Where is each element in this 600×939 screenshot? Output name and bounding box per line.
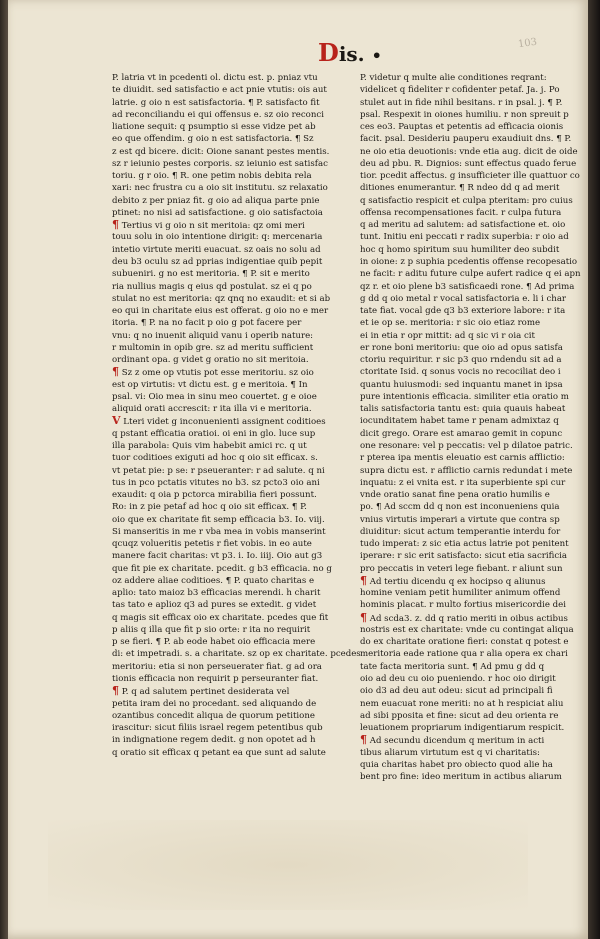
text-line: oio que ex charitate fit semp efficacia b3. Io. viij. <box>112 514 325 525</box>
text-line: meritoria eade ratione qua r alia opera ex chari <box>360 649 568 660</box>
running-head <box>318 38 382 67</box>
text-line: latrie. g oio n est satisfactoria. ¶ P. satisfacto fit <box>112 97 320 108</box>
text-line: eo que offendim. g oio n est satisfactoria. ¶ Sz <box>112 134 314 145</box>
text-line: hominis placat. r multo fortius misericordie dei <box>360 600 566 611</box>
text-line: q ad meritu ad salutem: ad satisfactione et. oio <box>360 220 566 231</box>
text-line: z est qd bicere. dicit: Oione sanant pestes mentis. <box>112 146 330 157</box>
text-line: irascitur: sicut filiis israel regem petentibus qub <box>112 723 323 734</box>
text-line: ditiones enumerantur. ¶ R ndeo dd q ad merit <box>360 183 560 194</box>
text-line: nostris est ex charitate: vnde cu contingat aliqua <box>360 624 574 635</box>
text-line: liatione sequit: q psumptio si esse vidze pet ab <box>112 122 316 133</box>
text-line: oz addere aliae coditioes. ¶ P. quato charitas e <box>112 575 315 586</box>
paper-stain <box>48 820 528 910</box>
text-line: p se fieri. ¶ P. ab eode habet oio efficacia mere <box>112 637 316 648</box>
text-line: aliquid orati accrescit: r ita illa vi e meritoria. <box>112 404 312 415</box>
text-line: in indignatione regem dedit. g non opotet ad h <box>112 735 316 746</box>
text-line: tuor coditioes exiguti ad hoc q oio sit efficax. s. <box>112 453 318 464</box>
text-line: eo qui in charitate eius est offerat. g oio no e mer <box>112 306 329 317</box>
text-line <box>360 575 590 587</box>
text-line: po. ¶ Ad sccm dd q non est inconueniens quia <box>360 502 560 513</box>
text-line: tudo imperat: z sic etia actus latrie pot penitent <box>360 539 569 550</box>
rubric-paragraph-mark: ¶ <box>360 610 367 624</box>
text-line: tior. pcedit affectus. g insufficieter ille quattuor co <box>360 171 580 182</box>
text-line: ei in etia r opr mittit: ad q sic vi r oia cit <box>360 330 535 341</box>
text-line: vnius virtutis imperari a virtute que contra sp <box>360 514 560 525</box>
text-line: quia charitas habet pro obiecto quod alie ha <box>360 759 553 770</box>
text-line: ad reconciliandu ei qui offensus e. sz oio reconci <box>112 109 324 120</box>
text-line: est op virtutis: vt dictu est. g e meritoia. ¶ In <box>112 379 308 390</box>
text-line: intetio virtute meriti euacuat. sz oais no solu ad <box>112 244 321 255</box>
text-line: di: et impetradi. s. a charitate. sz op ex charitate. pcedes <box>112 649 361 660</box>
text-line: ctoriu requiritur. r sic p3 quo rndendu sit ad a <box>360 355 562 366</box>
text-line: videlicet q fideliter r cofidenter petaf. Ja. j. Po <box>360 85 560 96</box>
text-line: er rone boni meritoriu: que oio ad opus satisfa <box>360 342 563 353</box>
text-line <box>112 366 342 378</box>
text-line: talis satisfactoria tantu est: quia quauis habeat <box>360 404 566 415</box>
text-line: iocunditatem habet tame r penam admixtaz q <box>360 416 559 427</box>
text-line: dicit grego. Orare est amarao gemit in copunc <box>360 428 563 439</box>
text-line: et ie op se. meritoria: r sic oio etiaz rome <box>360 318 541 329</box>
text-line-body: Sz z ome op vtutis pot esse meritoriu. sz oio <box>119 368 314 379</box>
text-line <box>360 612 590 624</box>
text-line: q magis sit efficax oio ex charitate. pcedes que fit <box>112 612 329 623</box>
text-line: ne oio etia deuotionis: vnde etia aug. dicit de oide <box>360 146 578 157</box>
text-line: xari: nec frustra cu a oio sit institutu. sz relaxatio <box>112 183 328 194</box>
right-text-column <box>360 72 590 783</box>
text-line <box>112 685 342 697</box>
rubric-paragraph-mark: ¶ <box>112 218 119 232</box>
text-line: diuiditur: sicut actum temperantie interdu for <box>360 526 561 537</box>
rubric-paragraph-mark: ¶ <box>360 733 367 747</box>
text-line: bent pro fine: ideo meritum in actibus aliarum <box>360 772 562 783</box>
text-line: g dd q oio metal r vocal satisfactoria e. li i char <box>360 293 567 304</box>
text-line-body: P. q ad salutem pertinet desiderata vel <box>119 687 290 698</box>
text-line: tas tato e aplioz q3 ad pures se extedit. g videt <box>112 600 317 611</box>
text-line: que fit pie ex charitate. pcedit. g b3 efficacia. no g <box>112 563 332 574</box>
text-line: iperare: r sic erit satisfacto: sicut etia sacrificia <box>360 551 568 562</box>
text-line: ordinant opa. g videt g oratio no sit meritoia. <box>112 355 309 366</box>
rubric-paragraph-mark: ¶ <box>112 684 119 698</box>
text-line: offensa recompensationes facit. r culpa futura <box>360 207 562 218</box>
text-line: q satisfactio respicit et culpa pteritam: pro cuius <box>360 195 573 206</box>
text-line: te diuidit. sed satisfactio e act pnie vtutis: ois aut <box>112 85 327 96</box>
text-line: subueniri. g no est meritoria. ¶ P. sit e merito <box>112 269 310 280</box>
text-line: vnu: q no inuenit aliquid vanu i operib nature: <box>112 330 314 341</box>
text-line-body: Ad tertiu dicendu q ex hocipso q aliunus <box>367 576 546 587</box>
text-line-body: Tertius vi g oio n sit meritoia: qz omi meri <box>119 221 305 232</box>
text-line: meritoriu: etia si non perseuerater fiat. g ad ora <box>112 661 322 672</box>
text-line: pure intentionis efficacia. similiter etia oratio m <box>360 391 569 402</box>
text-line: vnde oratio sanat fine pena oratio humilis e <box>360 490 550 501</box>
rubric-paragraph-mark: V <box>112 414 121 428</box>
text-line: deu ad pbu. R. Dignios: sunt effectus quado ferue <box>360 158 577 169</box>
text-line: ptinet: no nisi ad satisfactione. g oio satisfactoia <box>112 207 323 218</box>
text-line: P. latria vt in pcedenti ol. dictu est. p. pniaz vtu <box>112 73 318 83</box>
text-line: q pstant efficatia oratioi. oi eni in glo. luce sup <box>112 428 316 439</box>
text-line-body: Lteri videt g inconuenienti assignent coditioes <box>120 417 326 428</box>
text-line: quantu huiusmodi: sed inquantu manet in ipsa <box>360 379 563 390</box>
text-line: illa parabola: Quis vim habebit amici rc. q ut <box>112 440 307 451</box>
text-line: tunt. Initiu eni peccati r radix superbia: r oio ad <box>360 232 569 243</box>
text-line: inquatu: z ei vnita est. r ita superbiente spi cur <box>360 477 566 488</box>
text-line: r multomin in opib gre. sz ad meritu sufficient <box>112 342 314 353</box>
text-line: qcuqz volueritis petetis r fiet vobis. in eo aute <box>112 539 312 550</box>
text-line: Si manseritis in me r vba mea in vobis manserint <box>112 526 326 537</box>
page-gutter-shadow <box>0 0 8 939</box>
text-line: ad sibi pposita et fine: sicut ad deu orienta re <box>360 710 559 721</box>
text-line: P. videtur q multe alie conditiones reqrant: <box>360 73 547 83</box>
text-line: deu b3 oculu sz ad pprias indigentiae quib pepit <box>112 256 323 267</box>
text-line: petita iram dei no procedant. sed aliquando de <box>112 698 317 709</box>
text-line: p aliis q illa que fit p sio orte: r ita no requirit <box>112 624 311 635</box>
running-head-initial: D <box>318 38 339 67</box>
text-line: tate facta meritoria sunt. ¶ Ad pmu g dd q <box>360 661 545 672</box>
rubric-paragraph-mark: ¶ <box>112 365 119 379</box>
text-line: ria nullius magis q eius qd postulat. sz ei q po <box>112 281 312 292</box>
rubric-paragraph-mark: ¶ <box>360 573 367 587</box>
text-line: oio ad deu cu oio pueniendo. r hoc oio dirigit <box>360 674 556 685</box>
text-line: touu solu in oio intentione dirigit: q: mercenaria <box>112 232 323 243</box>
text-line: ces eo3. Pauptas et petentis ad efficacia oionis <box>360 122 564 133</box>
text-line: facit. psal. Desideriu pauperu exaudiuit dns. ¶ P. <box>360 134 572 145</box>
text-line: hoc q homo spiritum suu humiliter deo subdit <box>360 244 560 255</box>
text-line: ctoritate Isid. q sonus vocis no recociliat deo i <box>360 367 561 378</box>
text-line-body: Ad scda3. z. dd q ratio meriti in oibus actibus <box>367 613 568 624</box>
text-line: pro peccatis in veteri lege fiebant. r aliunt sun <box>360 563 563 574</box>
text-line: toriu. g r oio. ¶ R. one petim nobis debita rela <box>112 171 312 182</box>
text-line: tibus aliarum virtutum est q vi charitatis: <box>360 747 540 758</box>
text-line: itoria. ¶ P. na no facit p oio g pot facere per <box>112 318 302 329</box>
text-line: qz r. et oio plene b3 satisficaedi rone. ¶ Ad prima <box>360 281 575 292</box>
text-line: leuationem propriarum indigentiarum respicit. <box>360 723 565 734</box>
text-line: stulat no est meritoria: qz qnq no exaudit: et si ab <box>112 293 331 304</box>
text-line: in oione: z p suphia pcedentis offense recopesatio <box>360 256 578 267</box>
text-line: manere facit charitas: vt p3. i. Io. iiij. Oio aut g3 <box>112 551 323 562</box>
text-line: oio d3 ad deu aut odeu: sicut ad principali fi <box>360 686 553 697</box>
text-line: sz r ieiunio pestes corporis. sz ieiunio est satisfac <box>112 158 328 169</box>
running-head-mark: • <box>371 46 382 65</box>
text-line: ozantibus concedit aliqua de quorum petitione <box>112 710 315 721</box>
text-line: one resonare: vel p peccatis: vel p dilatoe patric. <box>360 440 573 451</box>
text-line: r pterea ipa mentis eleuatio est carnis afflictio: <box>360 453 565 464</box>
text-line: do ex charitate oratione fieri: constat q potest e <box>360 637 569 648</box>
running-head-text: is. <box>338 42 365 66</box>
text-line <box>112 415 342 427</box>
text-line: tus in pco pctatis vitutes no b3. sz pcto3 oio ani <box>112 477 320 488</box>
text-line-body: Ad secundu dicendum q meritum in acti <box>367 736 545 747</box>
marginal-note: 103 <box>517 36 538 51</box>
text-line: homine veniam petit humiliter animum offend <box>360 588 561 599</box>
text-line: tate fiat. vocal gde q3 b3 exteriore labore: r ita <box>360 306 566 317</box>
text-line <box>112 219 342 231</box>
text-line: stulet aut in fide nihil besitans. r in psal. j. ¶ P. <box>360 97 563 108</box>
text-line: psal. Respexit in oiones humiliu. r non spreuit p <box>360 109 569 120</box>
text-line: vt petat pie: p se: r pseueranter: r ad salute. q ni <box>112 465 325 476</box>
text-line: q oratio sit efficax q petant ea que sunt ad salute <box>112 747 326 758</box>
text-line: exaudit: q oia p pctorca mirabilia fieri possunt. <box>112 490 317 501</box>
text-line: debito z per pniaz fit. g oio ad aliqua parte pnie <box>112 195 320 206</box>
text-line: supra dictu est. r afflictio carnis redundat i mete <box>360 465 573 476</box>
text-line: aplio: tato maioz b3 efficacias merendi. h charit <box>112 588 321 599</box>
left-text-column <box>112 72 361 772</box>
text-line: Ro: in z pie petaf ad hoc q oio sit efficax. ¶ P. <box>112 502 307 513</box>
text-line: psal. vi: Oio mea in sinu meo couertet. g e oioe <box>112 391 317 402</box>
text-line: tionis efficacia non requirit p perseuranter fiat. <box>112 674 319 685</box>
text-line <box>360 734 590 746</box>
text-line: nem euacuat rone meriti: no at h respiciat aliu <box>360 698 564 709</box>
text-line: ne facit: r aditu future culpe aufert radice q ei apn <box>360 269 581 280</box>
